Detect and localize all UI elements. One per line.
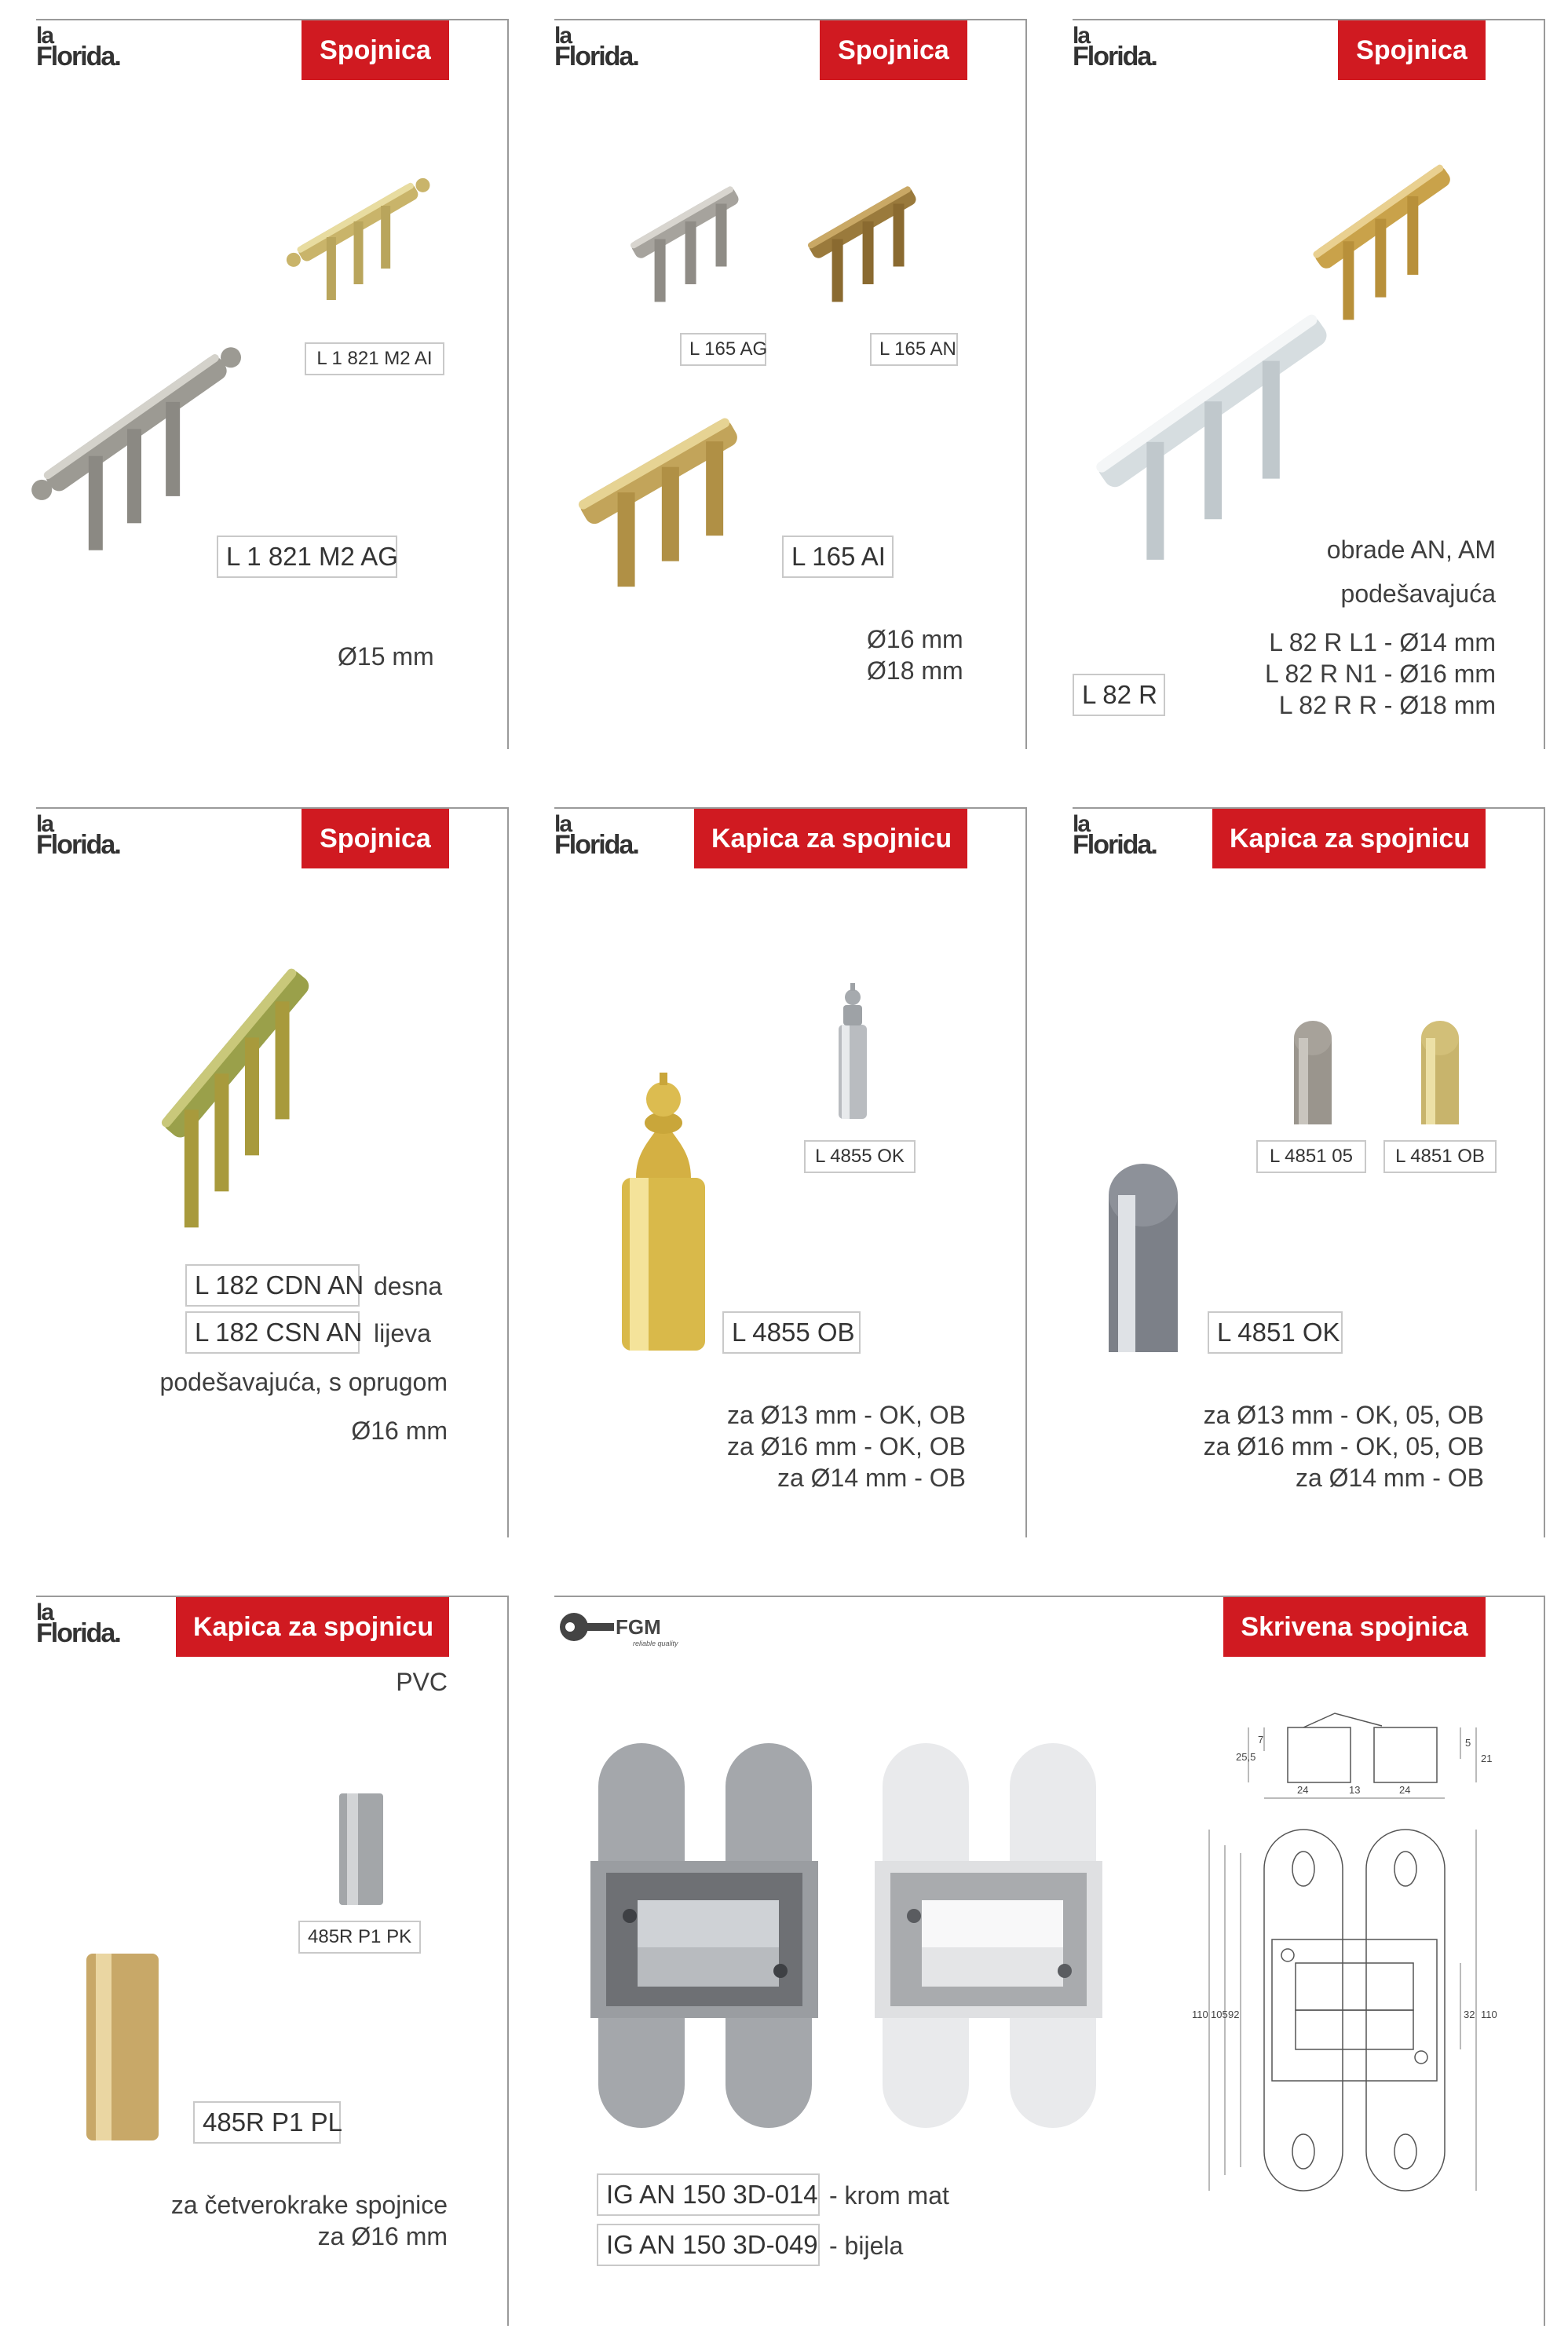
diameter-text: Ø18 mm bbox=[867, 656, 963, 685]
product-code: L 4851 05 bbox=[1256, 1140, 1366, 1173]
cap-chrome-large-image bbox=[1104, 1161, 1182, 1357]
variant-text: L 82 R L1 - Ø14 mm bbox=[1269, 628, 1496, 656]
material-text: PVC bbox=[396, 1668, 448, 1696]
panel-frame-right bbox=[1544, 1596, 1545, 2326]
technical-drawing bbox=[1178, 1712, 1523, 2214]
panel-frame-right bbox=[507, 19, 509, 749]
size-text: za Ø13 mm - OK, OB bbox=[726, 1401, 966, 1429]
panel-frame-right bbox=[1025, 19, 1027, 749]
product-code: IG AN 150 3D-049 bbox=[597, 2224, 820, 2266]
svg-text:13: 13 bbox=[1349, 1784, 1361, 1796]
hinge-silver-image bbox=[16, 314, 267, 542]
panel-frame-right bbox=[1544, 807, 1545, 1537]
product-code: L 165 AG bbox=[680, 333, 766, 366]
cap-chrome-small-image bbox=[829, 982, 876, 1123]
svg-text:110: 110 bbox=[1481, 2009, 1497, 2020]
product-code: L 4851 OB bbox=[1383, 1140, 1497, 1173]
badge-spojnica: Spojnica bbox=[302, 809, 449, 868]
product-code: L 182 CDN AN bbox=[185, 1264, 360, 1307]
variant-text: L 82 R R - Ø18 mm bbox=[1278, 691, 1496, 719]
panel-frame-right bbox=[507, 807, 509, 1537]
adjustable-text: podešavajuća bbox=[1340, 579, 1496, 608]
la-florida-logo: la Florida. bbox=[554, 23, 638, 71]
product-code: L 4855 OB bbox=[722, 1311, 861, 1354]
hinge-four-pin-image bbox=[110, 927, 377, 1194]
finish-text: - bijela bbox=[829, 2232, 904, 2260]
key-icon bbox=[554, 1608, 680, 1655]
product-code: L 4851 OK bbox=[1208, 1311, 1343, 1354]
size-text: za Ø13 mm - OK, 05, OB bbox=[1203, 1401, 1484, 1429]
badge-skrivena-spojnica: Skrivena spojnica bbox=[1223, 1597, 1486, 1657]
description-text: podešavajuća, s oprugom bbox=[159, 1368, 448, 1396]
svg-text:FGM: FGM bbox=[616, 1615, 661, 1639]
svg-text:5: 5 bbox=[1465, 1737, 1471, 1749]
diameter-text: Ø16 mm bbox=[867, 625, 963, 653]
product-code: L 4855 OK bbox=[804, 1140, 916, 1173]
hinge-silver-image bbox=[616, 165, 765, 298]
la-florida-logo: la Florida. bbox=[36, 1599, 120, 1648]
la-florida-logo: la Florida. bbox=[1073, 23, 1157, 71]
pvc-cap-grey-image bbox=[338, 1790, 385, 1908]
badge-spojnica: Spojnica bbox=[1338, 20, 1486, 80]
hinge-gold-small-image bbox=[267, 141, 455, 298]
badge-kapica-za-spojnicu: Kapica za spojnicu bbox=[694, 809, 967, 868]
cap-brass-large-image bbox=[612, 1068, 715, 1358]
variant-text: L 82 R N1 - Ø16 mm bbox=[1264, 660, 1496, 688]
product-code: L 82 R bbox=[1073, 674, 1165, 716]
la-florida-logo: la Florida. bbox=[36, 23, 120, 71]
product-code: 485R P1 PL bbox=[193, 2101, 341, 2144]
diameter-text: Ø16 mm bbox=[351, 1417, 448, 1445]
product-code: L 165 AI bbox=[782, 536, 894, 578]
badge-kapica-za-spojnicu: Kapica za spojnicu bbox=[1212, 809, 1486, 868]
panel-frame-right bbox=[1025, 807, 1027, 1537]
hinge-bronze-image bbox=[793, 165, 942, 298]
product-code: IG AN 150 3D-014 bbox=[597, 2173, 820, 2216]
svg-text:25,5: 25,5 bbox=[1236, 1751, 1256, 1763]
description-text: za četverokrake spojnice bbox=[170, 2191, 448, 2219]
hinge-brass-image bbox=[565, 385, 769, 589]
la-florida-logo: la Florida. bbox=[1073, 811, 1157, 860]
badge-kapica-za-spojnicu: Kapica za spojnicu bbox=[176, 1597, 449, 1657]
svg-text:21: 21 bbox=[1481, 1753, 1493, 1764]
finish-text: - krom mat bbox=[829, 2181, 949, 2210]
product-code: L 182 CSN AN bbox=[185, 1311, 360, 1354]
description-text: za Ø16 mm bbox=[317, 2222, 448, 2250]
la-florida-logo: la Florida. bbox=[554, 811, 638, 860]
svg-text:105: 105 bbox=[1211, 2009, 1228, 2020]
panel-frame-right bbox=[1544, 19, 1545, 749]
svg-text:24: 24 bbox=[1297, 1784, 1309, 1796]
fgm-logo bbox=[554, 1608, 680, 1655]
svg-text:110: 110 bbox=[1192, 2009, 1208, 2020]
size-text: za Ø16 mm - OK, OB bbox=[726, 1432, 966, 1460]
size-text: za Ø14 mm - OB bbox=[777, 1464, 966, 1492]
product-code: L 165 AN bbox=[870, 333, 958, 366]
size-text: za Ø14 mm - OB bbox=[1295, 1464, 1484, 1492]
side-text: desna bbox=[374, 1272, 443, 1300]
cap-brass-small-image bbox=[1418, 1018, 1462, 1128]
svg-text:24: 24 bbox=[1399, 1784, 1411, 1796]
concealed-hinge-white-image bbox=[875, 1743, 1110, 2136]
finish-text: obrade AN, AM bbox=[1326, 536, 1496, 564]
svg-text:92: 92 bbox=[1228, 2009, 1240, 2020]
diameter-text: Ø15 mm bbox=[338, 642, 434, 671]
hinge-chrome-image bbox=[1068, 275, 1366, 542]
panel-frame-right bbox=[507, 1596, 509, 2326]
badge-spojnica: Spojnica bbox=[302, 20, 449, 80]
product-code: 485R P1 PK bbox=[298, 1921, 421, 1954]
pvc-cap-beige-image bbox=[85, 1950, 160, 2144]
concealed-hinge-chrome-image bbox=[590, 1743, 826, 2136]
svg-text:32: 32 bbox=[1464, 2009, 1475, 2020]
cap-steel-small-image bbox=[1291, 1018, 1335, 1128]
badge-spojnica: Spojnica bbox=[820, 20, 967, 80]
svg-text:7: 7 bbox=[1258, 1734, 1264, 1746]
la-florida-logo: la Florida. bbox=[36, 811, 120, 860]
product-code: L 1 821 M2 AI bbox=[305, 342, 444, 375]
size-text: za Ø16 mm - OK, 05, OB bbox=[1203, 1432, 1484, 1460]
product-code: L 1 821 M2 AG bbox=[217, 536, 397, 578]
svg-text:reliable quality: reliable quality bbox=[633, 1640, 678, 1647]
side-text: lijeva bbox=[374, 1319, 431, 1347]
